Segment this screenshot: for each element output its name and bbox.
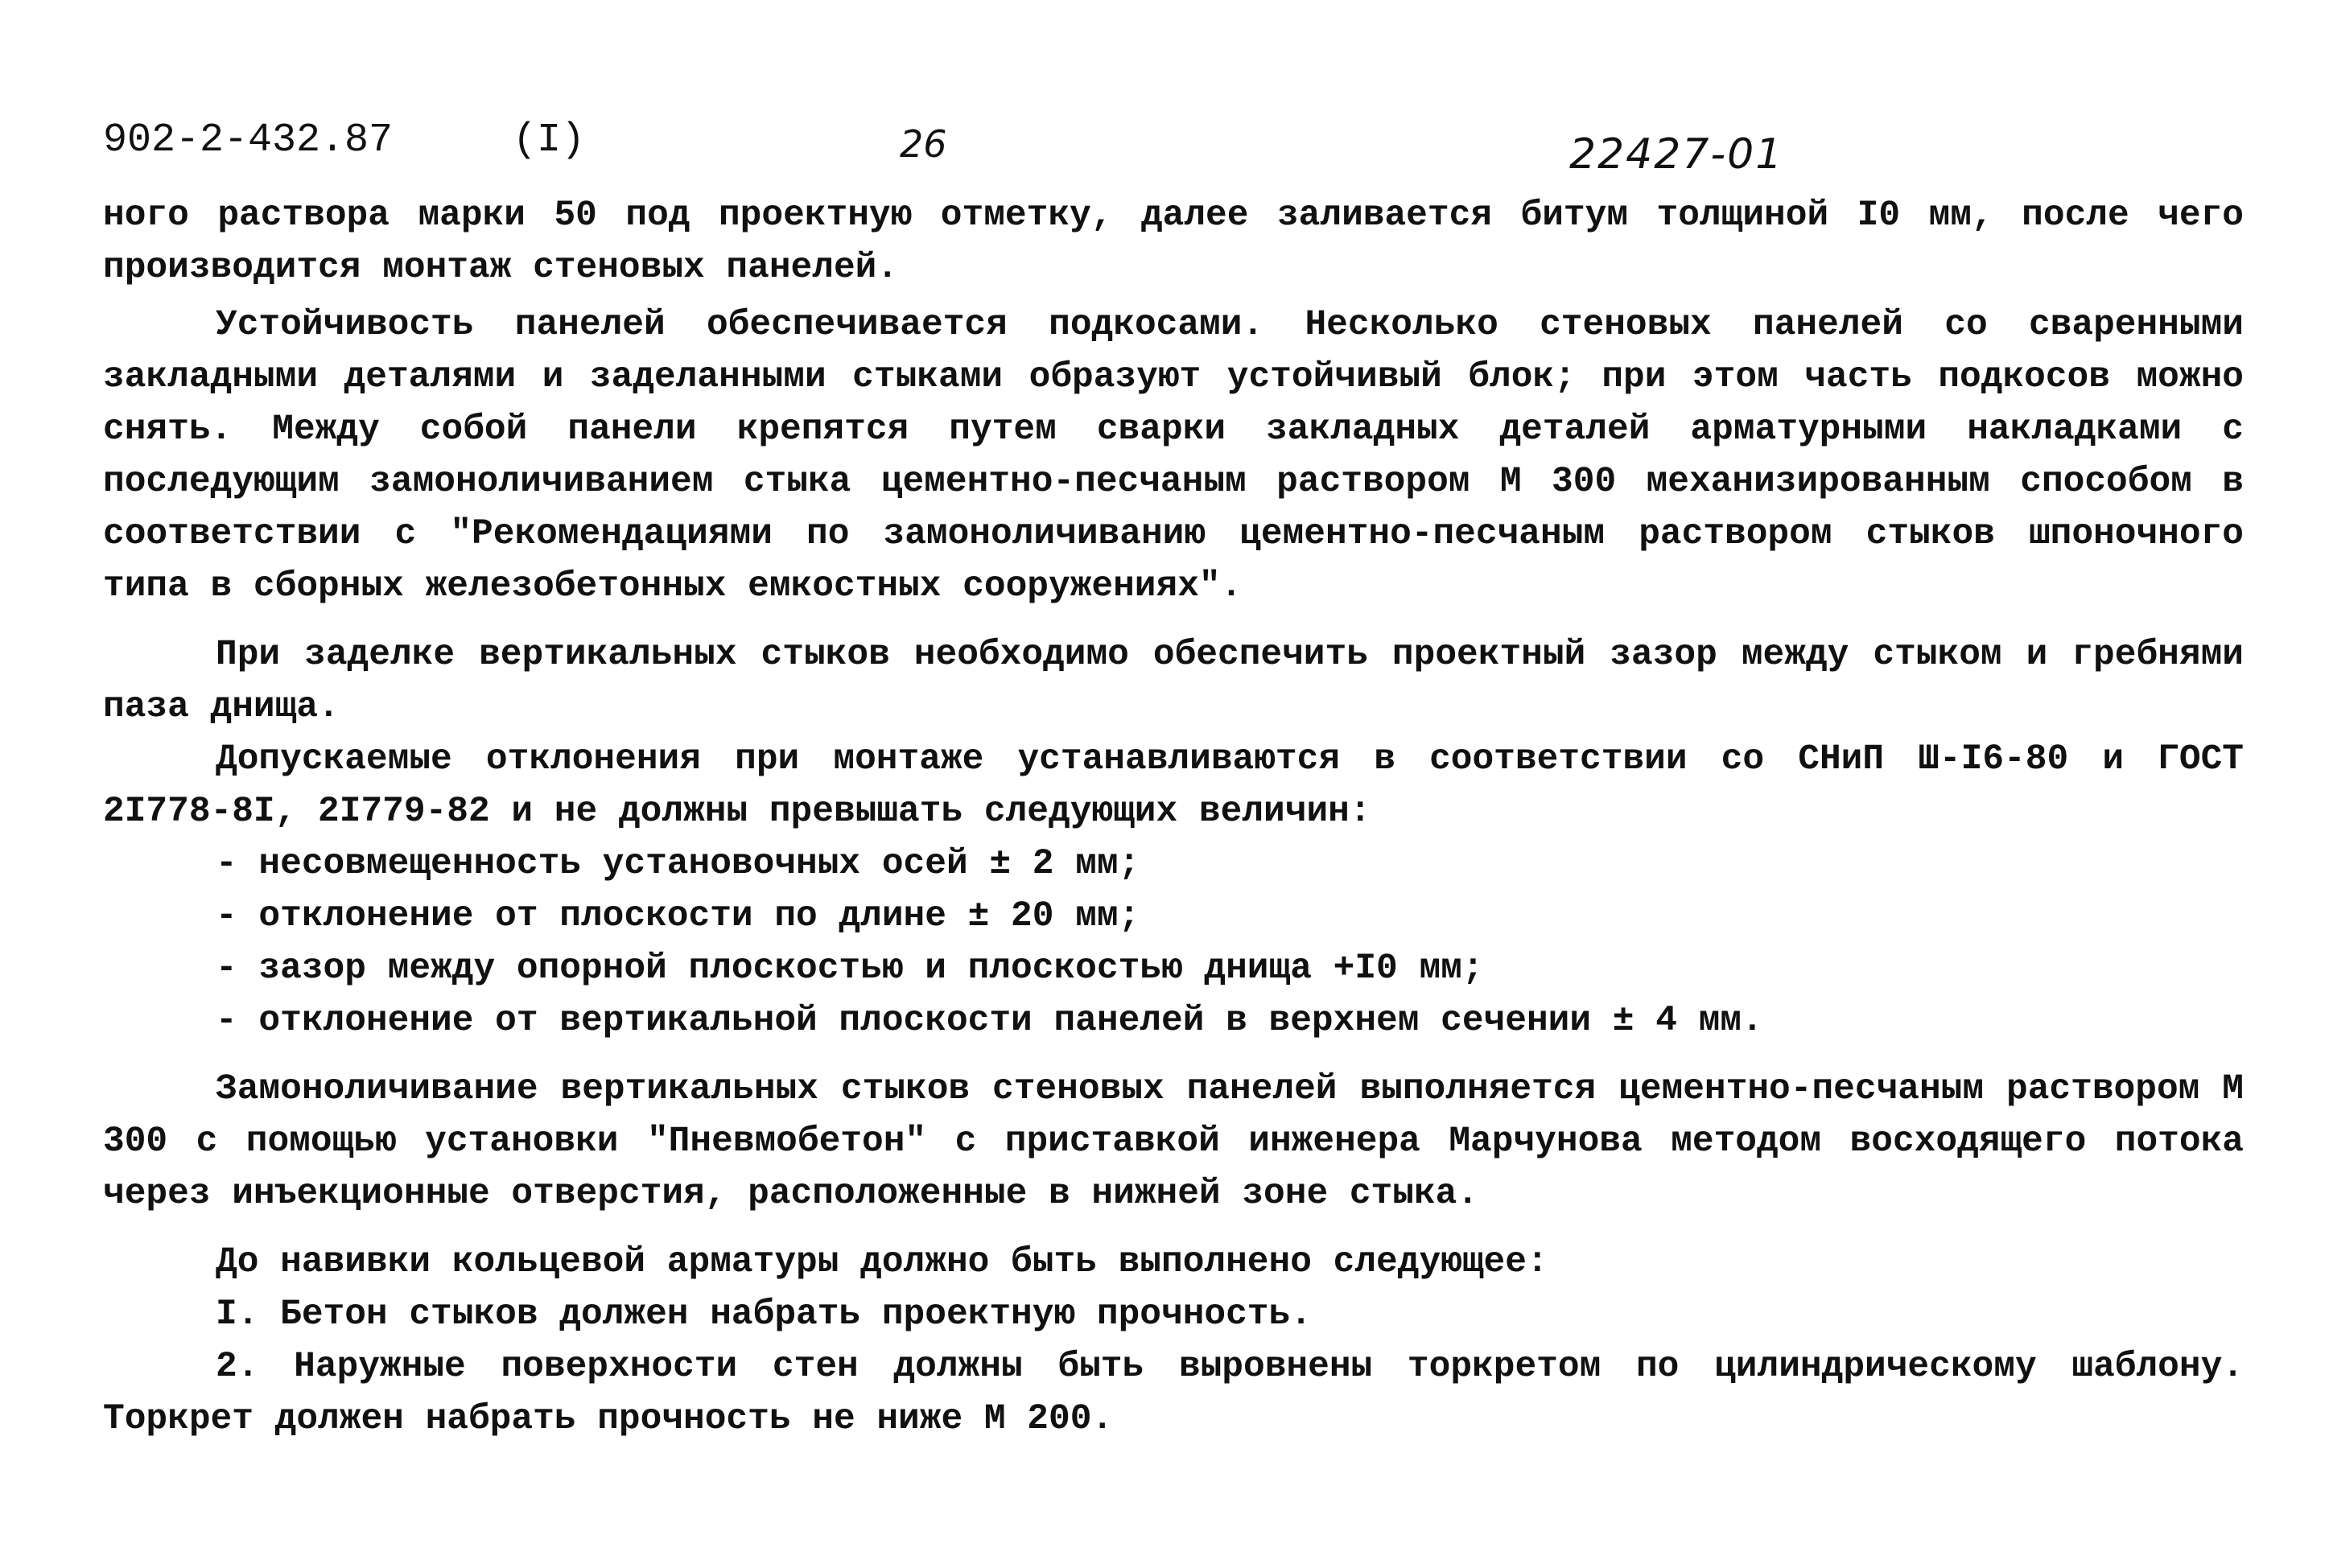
- paragraph-stability: Устойчивость панелей обеспечивается подкосами. Несколько стеновых панелей со сваренными закладными деталями и заделанными стыками образуют устойчивый блок; при этом часть подкосов можно снять. Между собой панели крепятся путем сварки закладных деталей арматурными накладками с последующим замоноличиванием стыка цементно-песчаным раствором М 300 механизированным способом в соответствии с "Рекомендациями по замоноличиванию цементно-песчаным раствором стыков шпоночного типа в сборных железобетонных емкостных сооружениях".: [103, 305, 2244, 607]
- paragraph-continuation: ного раствора марки 50 под проектную отметку, далее заливается битум толщиной I0 мм, после чего производится монтаж стеновых панелей.: [103, 195, 2244, 288]
- document-part: (I): [513, 117, 586, 163]
- document-body: [103, 190, 2244, 1446]
- document-code: 902-2-432.87: [103, 117, 394, 163]
- list-item: - отклонение от плоскости по длине ± 20 мм;: [216, 896, 1140, 936]
- paragraph-monolithing: Замоноличивание вертикальных стыков стеновых панелей выполняется цементно-песчаным раствором М 300 с помощью установки "Пневмобетон" с приставкой инженера Марчунова методом восходящего потока через инъекционные отверстия, расположенные в нижней зоне стыка.: [103, 1069, 2244, 1214]
- paragraph-prerequisites: До навивки кольцевой арматуры должно быть выполнено следующее:: [216, 1242, 1548, 1282]
- list-item: - несовмещенность установочных осей ± 2 мм;: [216, 844, 1140, 884]
- page-number: 26: [900, 122, 947, 166]
- list-item: - зазор между опорной плоскостью и плоскостью днища +I0 мм;: [216, 949, 1484, 989]
- paragraph-tolerances: Допускаемые отклонения при монтаже устанавливаются в соответствии со СНиП Ш-I6-80 и ГОСТ 2I778-8I, 2I779-82 и не должны превышать следующих величин:: [103, 739, 2244, 832]
- list-item: - отклонение от вертикальной плоскости панелей в верхнем сечении ± 4 мм.: [216, 1001, 1763, 1041]
- step-item: 2. Наружные поверхности стен должны быть выровнены торкретом по цилиндрическому шаблону. Торкрет должен набрать прочность не ниже М 200.: [103, 1347, 2244, 1439]
- paragraph-vertical-joints: При заделке вертикальных стыков необходимо обеспечить проектный зазор между стыком и гребнями паза днища.: [103, 635, 2244, 727]
- deviation-list: [103, 838, 2244, 1047]
- handwritten-reference: 22427-01: [1569, 130, 1784, 179]
- step-item: I. Бетон стыков должен набрать проектную прочность.: [216, 1294, 1312, 1335]
